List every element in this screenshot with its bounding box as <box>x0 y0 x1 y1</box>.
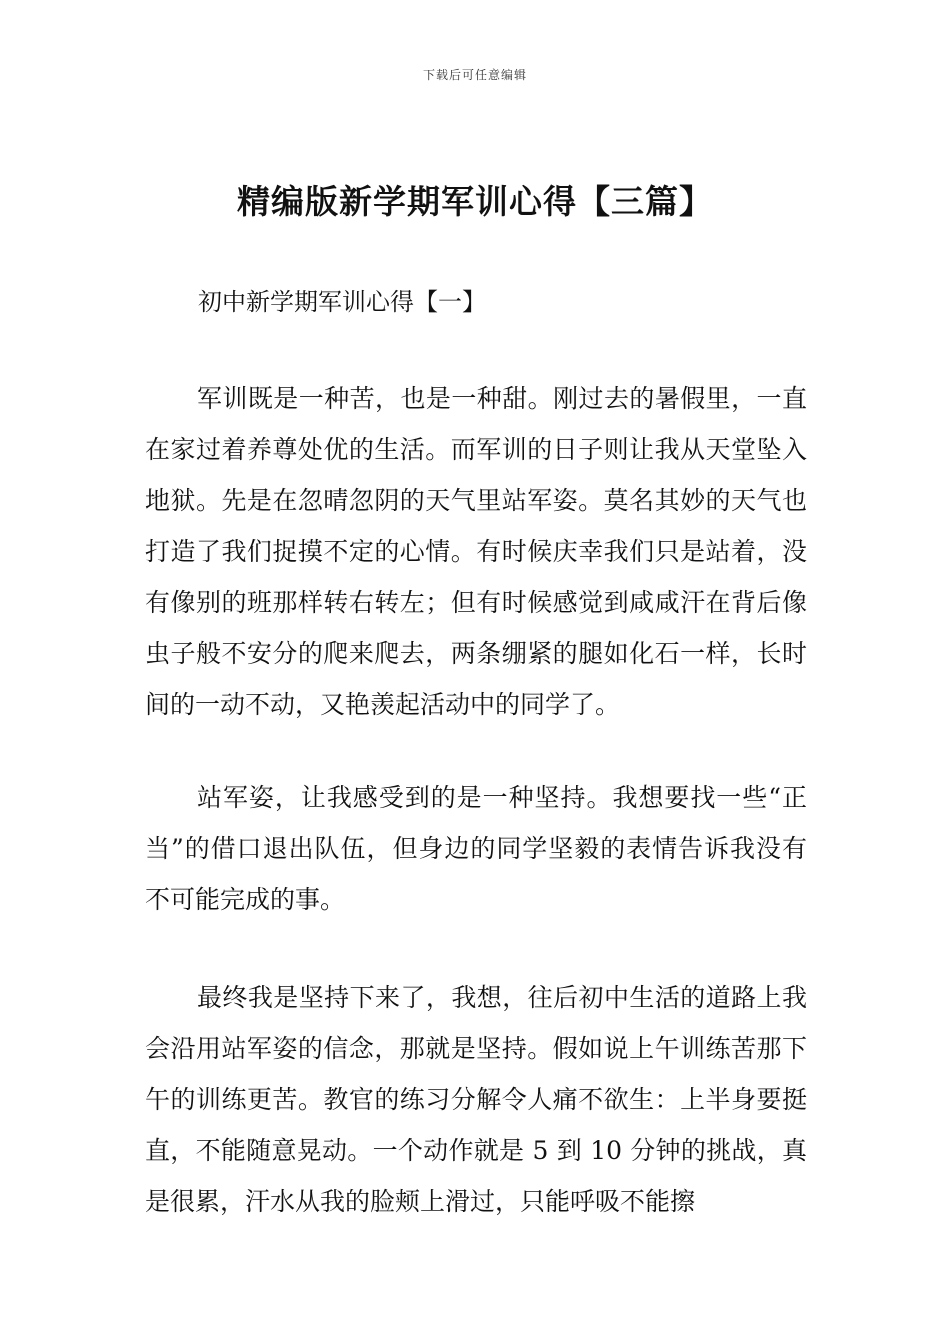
section-heading: 初中新学期军训心得【一】 <box>198 288 486 316</box>
paragraph-2: 站军姿，让我感受到的是一种坚持。我想要找一些“正当”的借口退出队伍，但身边的同学坚毅的表情告诉我没有不可能完成的事。 <box>145 783 807 914</box>
document-title: 精编版新学期军训心得【三篇】 <box>237 182 713 221</box>
header-note: 下载后可任意编辑 <box>422 68 527 82</box>
paragraph-1: 军训既是一种苦，也是一种甜。刚过去的暑假里，一直在家过着养尊处优的生活。而军训的日子则让我从天堂坠入地狱。先是在忽晴忽阴的天气里站军姿。莫名其妙的天气也打造了我们捉摸不定的心情。有时候庆幸我们只是站着，没有像别的班那样转右转左；但有时候感觉到咸咸汗在背后像虫子般不安分的爬来爬去，两条绷紧的腿如化石一样，长时间的一动不动，又艳羡起活动中的同学了。 <box>145 384 807 719</box>
paragraph-3: 最终我是坚持下来了，我想，往后初中生活的道路上我会沿用站军姿的信念，那就是坚持。假如说上午训练苦那下午的训练更苦。教官的练习分解令人痛不欲生：上半身要挺直，不能随意晃动。一个动作就是 5 到 10 分钟的挑战，真是很累，汗水从我的脸颊上滑过，只能呼吸不能擦 <box>145 983 807 1216</box>
